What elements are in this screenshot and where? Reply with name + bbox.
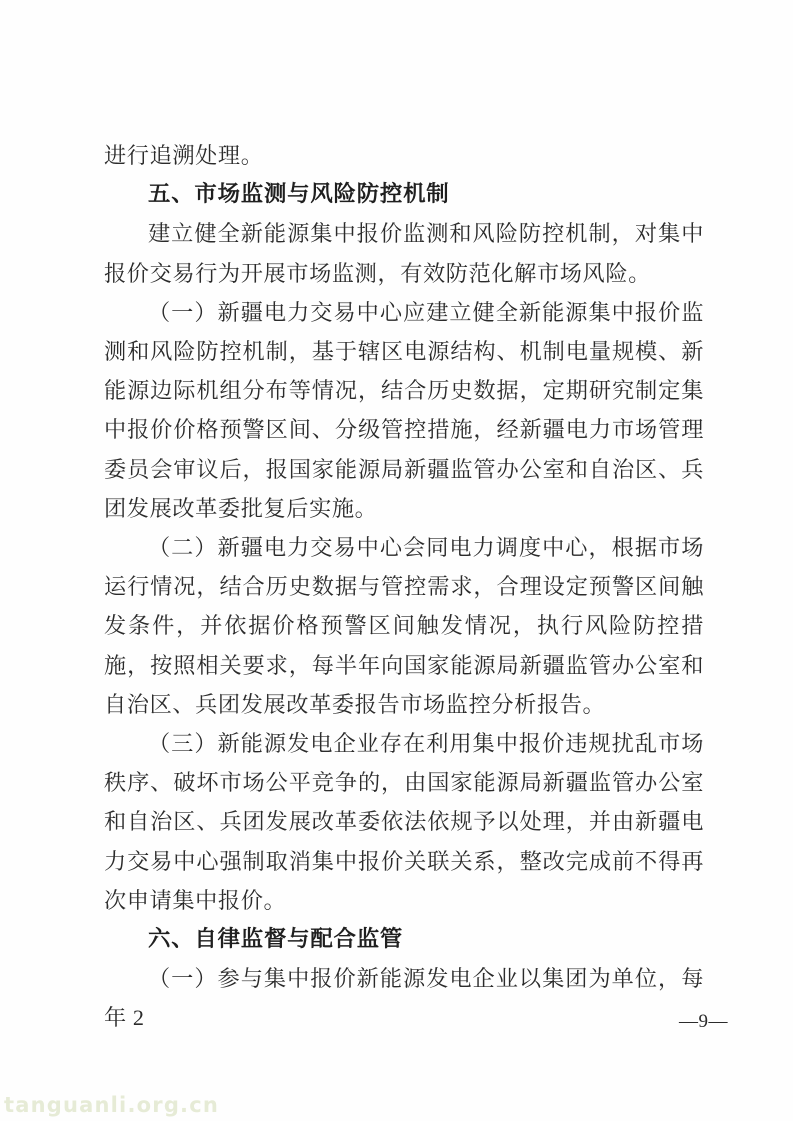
section-heading-five: 五、市场监测与风险防控机制 bbox=[148, 181, 450, 208]
document-text-body bbox=[104, 136, 704, 1038]
paragraph-item-two-dispatch-center: （二）新疆电力交易中心会同电力调度中心，根据市场运行情况，结合历史数据与管控需求，合理设定预警区间触发条件，并依据价格预警区间触发情况，执行风险防控措施，按照相关要求，每半年向国家能源局新疆监管办公室和自治区、兵团发展改革委报告市场监控分析报告。 bbox=[104, 535, 704, 717]
paragraph-continuation-trace-handling: 进行追溯处理。 bbox=[104, 143, 264, 168]
paragraph-establish-monitoring-mechanism: 建立健全新能源集中报价监测和风险防控机制，对集中报价交易行为开展市场监测，有效防范化解市场风险。 bbox=[104, 221, 704, 286]
site-watermark: tanguanli.org.cn bbox=[4, 1093, 220, 1117]
page-number: —9— bbox=[679, 1011, 728, 1032]
paragraph-item-three-violations: （三）新能源发电企业存在利用集中报价违规扰乱市场秩序、破坏市场公平竞争的，由国家能源局新疆监管办公室和自治区、兵团发展改革委依法依规予以处理，并由新疆电力交易中心强制取消集中报价关联关系，整改完成前不得再次申请集中报价。 bbox=[104, 731, 704, 913]
paragraph-item-one-trading-center: （一）新疆电力交易中心应建立健全新能源集中报价监测和风险防控机制，基于辖区电源结构、机制电量规模、新能源边际机组分布等情况，结合历史数据，定期研究制定集中报价价格预警区间、分级管控措施，经新疆电力市场管理委员会审议后，报国家能源局新疆监管办公室和自治区、兵团发展改革委批复后实施。 bbox=[104, 299, 704, 521]
paragraph-item-one-self-discipline: （一）参与集中报价新能源发电企业以集团为单位，每年 2 bbox=[104, 966, 704, 1031]
section-heading-six: 六、自律监督与配合监管 bbox=[148, 926, 404, 953]
